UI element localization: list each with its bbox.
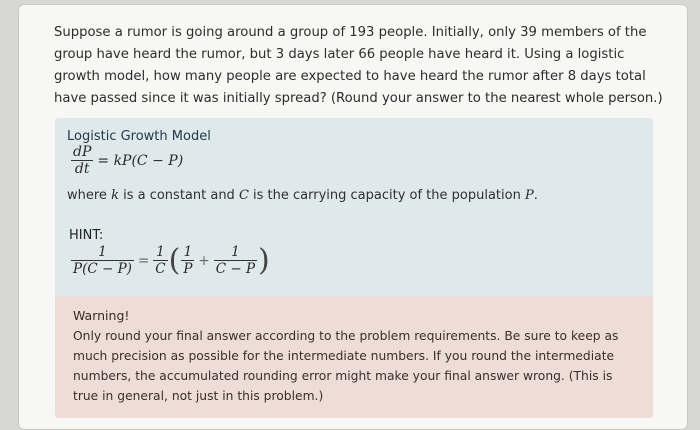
var-p: P [524,188,534,203]
plus-sign: + [198,252,210,269]
hint-p-denominator: P [183,261,193,277]
hint-cp-denominator: C − P [215,261,256,277]
equals-sign: = [137,252,150,269]
where-suffix: is the carrying capacity of the population [248,188,525,203]
hint-cp-fraction [214,244,257,277]
hint-lhs-fraction [71,244,134,277]
model-title: Logistic Growth Model [67,129,211,144]
var-c: C [238,188,249,203]
where-end: . [533,188,538,203]
derivative-numerator: dP [73,144,92,160]
hint-c-denominator: C [155,261,166,277]
where-mid: is a constant and [118,188,239,203]
close-paren: ) [258,242,270,278]
warning-title: Warning! [73,308,130,323]
question-text: Suppose a rumor is going around a group of 193 people. Initially, only 39 members of the group have heard the rumor, but 3 days later 66 people have heard it. Using a logistic growth model, how many people are expected to have heard the rumor after 8 days total have passed since it was initially spread? (Round your answer to the nearest whole person.) [54,25,663,106]
open-paren: ( [168,242,181,278]
hint-c-numerator: 1 [156,244,165,260]
model-explanation [67,188,538,203]
hint-label: HINT: [69,228,104,243]
hint-c-fraction [153,244,167,277]
where-prefix: where [67,188,112,203]
warning-text: Only round your final answer according to the problem requirements. Be sure to keep as much precision as possible for the intermediate numbers. If you round the intermediate numbers, the accumulated rounding error might make your final answer wrong. (This is true in general, not just in this problem.) [73,329,619,403]
hint-equation [71,244,271,277]
warning-panel [55,296,653,418]
var-k: k [111,188,119,203]
derivative-denominator: dt [74,161,90,177]
hint-p-numerator: 1 [183,244,193,260]
hint-cp-numerator: 1 [231,244,240,260]
logistic-equation [71,144,183,177]
logistic-model-panel [55,118,653,418]
derivative-fraction [71,144,93,177]
hint-lhs-denominator: P(C − P) [73,261,132,277]
hint-lhs-numerator: 1 [98,244,107,260]
equation-rhs: = kP(C − P) [97,152,184,169]
hint-p-fraction [181,244,194,277]
